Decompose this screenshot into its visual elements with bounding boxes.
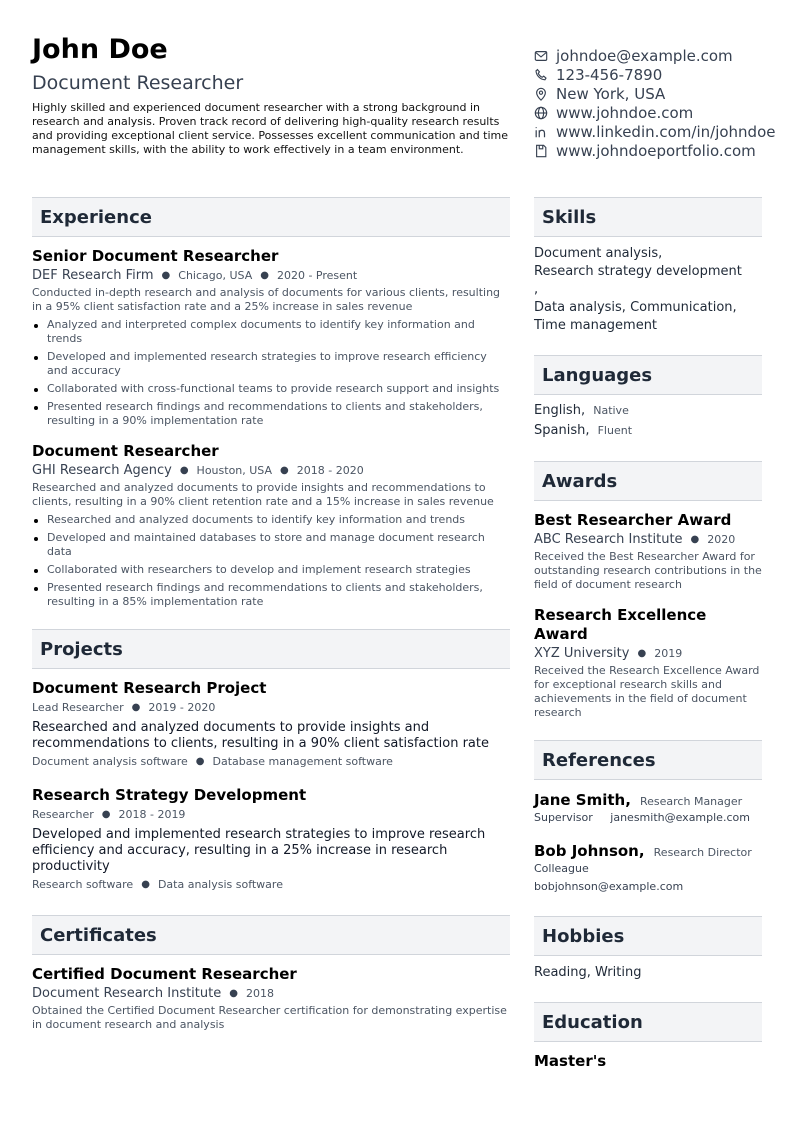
award-issuer: ABC Research Institute xyxy=(534,532,683,547)
reference-relation: Colleague xyxy=(534,862,589,875)
section-heading: Languages xyxy=(534,355,762,395)
project-tool: Data analysis software xyxy=(157,878,283,891)
job-description: Conducted in-depth research and analysis of documents for various clients, resulting in a 95% client satisfaction rate and a 25% increase in sales revenue xyxy=(32,286,501,313)
mail-icon xyxy=(534,49,548,63)
hobby-list: Reading, Writing xyxy=(534,965,642,980)
bullet-item: Developed and maintained databases to store and manage document research data xyxy=(32,531,510,559)
separator-dot: ● xyxy=(195,756,205,767)
language-item xyxy=(534,401,762,421)
separator-dot: ● xyxy=(179,465,189,476)
contact-phone[interactable] xyxy=(534,65,794,84)
section-heading: Skills xyxy=(534,197,762,237)
section-heading: Certificates xyxy=(32,915,510,955)
experience-entry xyxy=(32,247,510,428)
contact-list xyxy=(534,46,794,160)
project-role: Researcher xyxy=(32,808,94,821)
section-heading: References xyxy=(534,740,762,780)
bullet-item: Collaborated with researchers to develop and implement research strategies xyxy=(32,563,510,577)
separator-dot: ● xyxy=(229,988,238,999)
reference-position: Research Manager xyxy=(640,795,743,808)
website-text: www.johndoe.com xyxy=(556,103,694,122)
resume-header xyxy=(32,32,512,157)
bullet-item: Analyzed and interpreted complex documents to identify key information and trends xyxy=(32,318,510,346)
award-title: Research Excellence Award xyxy=(534,606,707,643)
bullet-item: Presented research findings and recommendations to clients and stakeholders, resulting in a 90% implementation rate xyxy=(32,400,510,428)
job-description: Researched and analyzed documents to provide insights and recommendations to clients, resulting in a 90% client retention rate and a 15% increase in sales revenue xyxy=(32,481,494,508)
reference-position: Research Director xyxy=(653,846,752,859)
project-tool: Document analysis software xyxy=(32,755,188,768)
reference-relation: Supervisor xyxy=(534,811,593,824)
language-name: Spanish, xyxy=(534,423,590,438)
award-description: Received the Best Researcher Award for outstanding research contributions in the field of document research xyxy=(534,550,762,591)
project-tool: Research software xyxy=(32,878,134,891)
project-dates: 2019 - 2020 xyxy=(148,701,216,714)
linkedin-text: www.linkedin.com/in/johndoe xyxy=(556,122,776,141)
job-location: Chicago, USA xyxy=(178,269,253,282)
certificate-entry xyxy=(32,965,510,1032)
right-column xyxy=(534,197,762,1091)
reference-email[interactable]: janesmith@example.com xyxy=(610,811,750,824)
job-bullets xyxy=(32,318,510,428)
contact-portfolio[interactable] xyxy=(534,141,794,160)
education-degree: Master's xyxy=(534,1052,607,1070)
project-role: Lead Researcher xyxy=(32,701,124,714)
project-dates: 2018 - 2019 xyxy=(118,808,186,821)
portfolio-icon xyxy=(534,144,548,158)
contact-website[interactable] xyxy=(534,103,794,122)
certificate-issuer: Document Research Institute xyxy=(32,986,222,1001)
languages-section xyxy=(534,355,762,441)
separator-dot: ● xyxy=(101,809,111,820)
job-title: Document Researcher xyxy=(32,442,219,460)
projects-section xyxy=(32,629,510,895)
candidate-title: Document Researcher xyxy=(32,72,244,94)
hobbies-section xyxy=(534,916,762,982)
reference-name: Jane Smith, xyxy=(534,791,631,809)
education-section xyxy=(534,1002,762,1071)
award-entry xyxy=(534,606,762,720)
contact-email[interactable] xyxy=(534,46,794,65)
bullet-item: Developed and implemented research strategies to improve research efficiency and accuracy xyxy=(32,350,510,378)
project-tool: Database management software xyxy=(212,755,393,768)
portfolio-text: www.johndoeportfolio.com xyxy=(556,141,756,160)
award-issuer: XYZ University xyxy=(534,646,630,661)
globe-icon xyxy=(534,106,548,120)
company-name: DEF Research Firm xyxy=(32,268,154,283)
skill-item: Data analysis, Communication, xyxy=(534,300,737,315)
certificate-title: Certified Document Researcher xyxy=(32,965,297,983)
separator-dot: ● xyxy=(131,702,141,713)
separator-dot: ● xyxy=(280,465,289,476)
separator-dot: ● xyxy=(260,270,269,281)
references-section xyxy=(534,740,762,896)
job-dates: 2018 - 2020 xyxy=(296,464,364,477)
project-entry xyxy=(32,786,510,895)
section-heading: Experience xyxy=(32,197,510,237)
job-location: Houston, USA xyxy=(196,464,273,477)
award-description: Received the Research Excellence Award for exceptional research skills and achievements in the field of document research xyxy=(534,664,760,719)
project-description: Developed and implemented research strategies to improve research efficiency and accuracy, resulting in a 25% increase in research productivity xyxy=(32,827,486,874)
reference-email[interactable]: bobjohnson@example.com xyxy=(534,880,684,893)
award-year: 2019 xyxy=(654,647,683,660)
location-text: New York, USA xyxy=(556,84,666,103)
bullet-item: Presented research findings and recommendations to clients and stakeholders, resulting in a 85% implementation rate xyxy=(32,581,510,609)
job-dates: 2020 - Present xyxy=(276,269,358,282)
phone-text: 123-456-7890 xyxy=(556,65,663,84)
certificate-description: Obtained the Certified Document Researcher certification for demonstrating expertise in document research and analysis xyxy=(32,1004,507,1031)
section-heading: Awards xyxy=(534,461,762,501)
language-level: Fluent xyxy=(597,424,633,437)
section-heading: Education xyxy=(534,1002,762,1042)
certificate-year: 2018 xyxy=(245,987,274,1000)
phone-icon xyxy=(534,68,548,82)
skills-section xyxy=(534,197,762,335)
project-entry xyxy=(32,679,510,772)
project-title: Document Research Project xyxy=(32,679,267,697)
section-heading: Projects xyxy=(32,629,510,669)
language-level: Native xyxy=(593,404,629,417)
skill-separator: , xyxy=(534,282,539,297)
left-column xyxy=(32,197,510,1052)
reference-name: Bob Johnson, xyxy=(534,842,645,860)
award-title: Best Researcher Award xyxy=(534,511,732,529)
separator-dot: ● xyxy=(161,270,171,281)
reference-entry xyxy=(534,790,762,827)
linkedin-icon xyxy=(534,125,548,139)
certificates-section xyxy=(32,915,510,1032)
candidate-name: John Doe xyxy=(32,34,168,65)
skill-item: Time management xyxy=(534,318,658,333)
section-heading: Hobbies xyxy=(534,916,762,956)
award-entry xyxy=(534,511,762,592)
contact-linkedin[interactable] xyxy=(534,122,794,141)
skill-item: Research strategy development xyxy=(534,264,742,279)
job-title: Senior Document Researcher xyxy=(32,247,279,265)
email-text: johndoe@example.com xyxy=(556,46,733,65)
separator-dot: ● xyxy=(637,648,647,659)
language-name: English, xyxy=(534,403,586,418)
awards-section xyxy=(534,461,762,720)
project-title: Research Strategy Development xyxy=(32,786,307,804)
reference-entry xyxy=(534,841,762,896)
experience-section xyxy=(32,197,510,609)
experience-entry xyxy=(32,442,510,609)
location-pin-icon xyxy=(534,87,548,101)
contact-location xyxy=(534,84,794,103)
language-item xyxy=(534,421,762,441)
bullet-item: Collaborated with cross-functional teams to provide research support and insights xyxy=(32,382,510,396)
summary-text: Highly skilled and experienced document researcher with a strong background in research and analysis. Proven track record of delivering high-quality research results and providing exceptional client service. Possesses excellent communication and time management skills, with the ability to work effectively in a team environment. xyxy=(32,101,509,156)
company-name: GHI Research Agency xyxy=(32,463,172,478)
separator-dot: ● xyxy=(141,879,150,890)
award-year: 2020 xyxy=(707,533,736,546)
separator-dot: ● xyxy=(690,534,700,545)
bullet-item: Researched and analyzed documents to identify key information and trends xyxy=(32,513,510,527)
job-bullets xyxy=(32,513,510,609)
skill-item: Document analysis, xyxy=(534,246,663,261)
project-description: Researched and analyzed documents to provide insights and recommendations to clients, resulting in a 90% client satisfaction rate xyxy=(32,720,489,751)
